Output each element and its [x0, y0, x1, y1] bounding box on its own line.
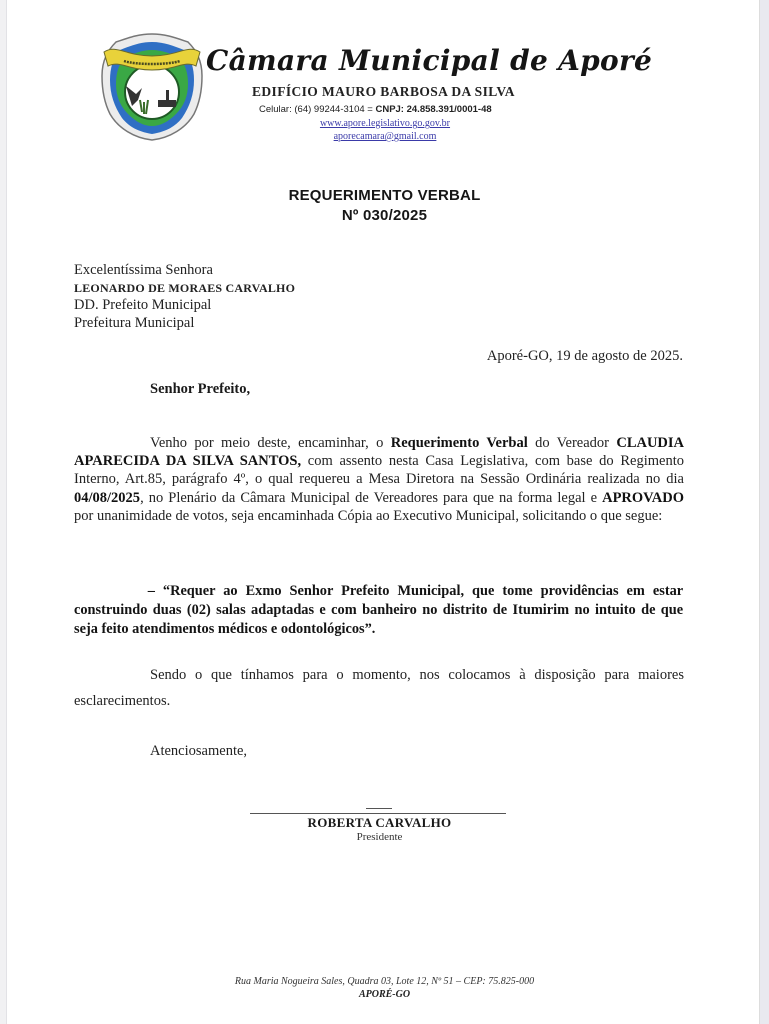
- cnpj: CNPJ: 24.858.391/0001-48: [375, 104, 492, 115]
- header-contact-line: [259, 104, 492, 115]
- recipient-role: DD. Prefeito Municipal: [74, 297, 212, 313]
- signature-line: [250, 813, 506, 814]
- phone-label: Celular: [259, 104, 290, 115]
- body-paragraph-1: [74, 434, 684, 525]
- p1-text: Venho por meio deste, encaminhar, o: [150, 435, 391, 451]
- date-line: Aporé-GO, 19 de agosto de 2025.: [486, 348, 683, 364]
- p1-bold-requerimento: Requerimento Verbal: [390, 435, 528, 451]
- p1-text: do Vereador: [527, 435, 617, 451]
- document-title: REQUERIMENTO VERBAL: [288, 187, 481, 204]
- signature-mark: [366, 808, 392, 809]
- request-paragraph: [74, 582, 683, 639]
- recipient-greeting: Excelentíssima Senhora: [74, 262, 213, 278]
- recipient-block: [74, 262, 295, 332]
- p1-bold-date: 04/08/2025: [74, 489, 141, 506]
- p1-text: por unanimidade de votos, seja encaminhada Cópia ao Executivo Municipal, solicitando o que segue:: [74, 507, 663, 524]
- body-paragraph-3: [74, 663, 684, 714]
- p1-bold-vereador: CLAUDIA APARECIDA DA SILVA SANTOS,: [74, 435, 685, 470]
- signatory-role: Presidente: [356, 831, 403, 843]
- phone-number: : (64) 99244-3104 =: [289, 104, 376, 115]
- p3-text: Sendo o que tínhamos para o momento, nos colocamos à disposição para maiores esclarecimentos.: [74, 667, 684, 709]
- email-link[interactable]: aporecamara@gmail.com: [333, 131, 437, 142]
- recipient-office: Prefeitura Municipal: [74, 314, 195, 331]
- footer-city: APORÉ-GO: [358, 989, 411, 1000]
- page-edge-right: [759, 0, 769, 1024]
- request-text: – “Requer ao Exmo Senhor Prefeito Municipal, que tome providências em estar construindo duas (02) salas adaptadas e com banheiro no distrito de Itumirim no intuito de que seja feito atendimentos médicos e odontológicos”.: [74, 583, 684, 637]
- header-title: Câmara Municipal de Aporé: [206, 44, 653, 77]
- p1-text: com assento nesta Casa Legislativa, com base do Regimento Interno, Art.85, parágrafo 4º, o qual requereu a Mesa Diretora na Sessão Ordinária realizada no dia: [74, 453, 684, 488]
- document-number: Nº 030/2025: [341, 207, 428, 224]
- footer-address: Rua Maria Nogueira Sales, Quadra 03, Lote 12, Nº 51 – CEP: 75.825-000: [234, 976, 535, 987]
- header-building-name: EDIFÍCIO MAURO BARBOSA DA SILVA: [252, 84, 515, 99]
- p1-text: , no Plenário da Câmara Municipal de Vereadores para que na forma legal e: [140, 489, 603, 506]
- p1-bold-aprovado: APROVADO: [602, 489, 684, 506]
- website-link[interactable]: www.apore.legislativo.go.gov.br: [319, 118, 451, 129]
- signatory-name: ROBERTA CARVALHO: [307, 815, 452, 830]
- camara-seal-logo: [96, 30, 208, 142]
- page-edge-left: [0, 0, 7, 1024]
- salutation: Senhor Prefeito,: [150, 381, 251, 397]
- recipient-name: LEONARDO DE MORAES CARVALHO: [74, 280, 296, 295]
- closing: Atenciosamente,: [150, 743, 248, 759]
